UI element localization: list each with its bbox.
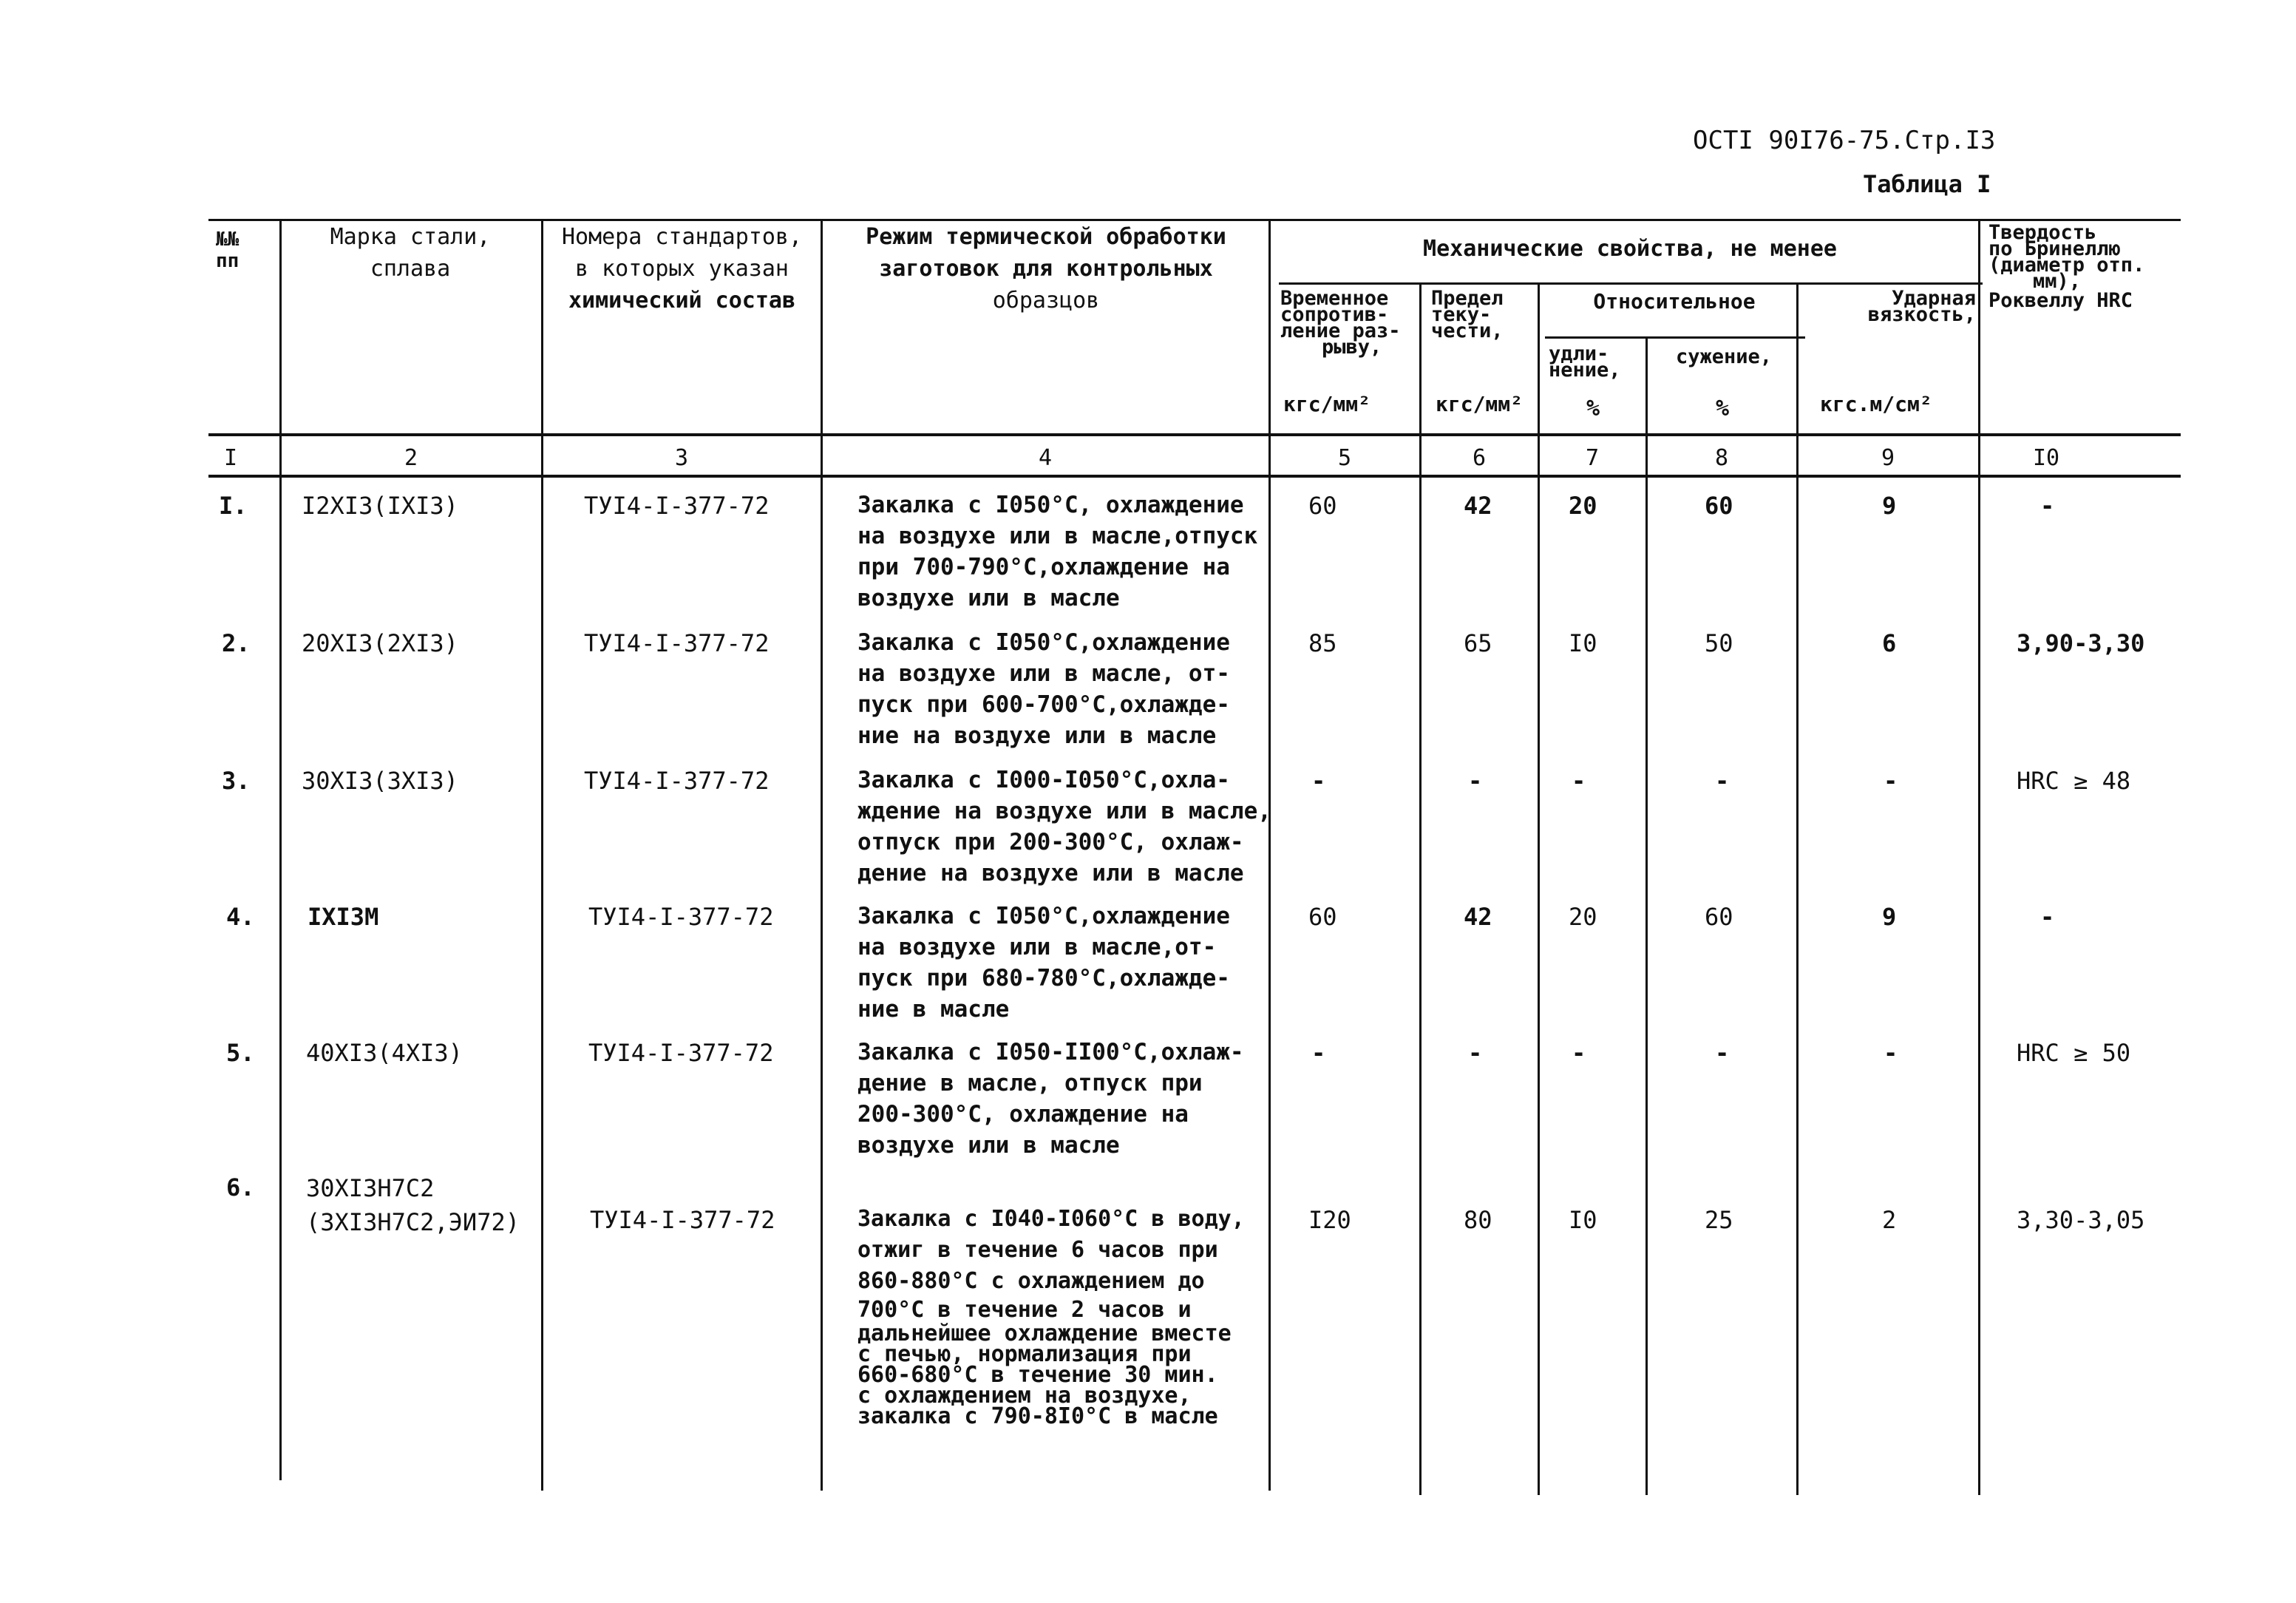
yield-value: 42: [1464, 492, 1492, 520]
header-yield-strength: [1431, 287, 1535, 342]
regime-line: Закалка с I050°С,охлаждение: [857, 903, 1230, 929]
yield-value: 65: [1464, 629, 1492, 657]
col-divider-2: [541, 219, 543, 1491]
mech-group-rule: [1279, 282, 1983, 285]
heat-treatment-regime: [857, 1204, 1271, 1427]
column-number-8: 8: [1714, 445, 1729, 471]
header-yield-line: чести,: [1431, 319, 1504, 342]
header-standards-line: Номера стандартов,: [561, 224, 803, 250]
impact-value: 9: [1882, 492, 1897, 520]
header-grade-line: сплава: [370, 256, 451, 282]
row-number: 4.: [226, 903, 255, 931]
unit-yield: кгс/мм²: [1436, 392, 1524, 416]
col-divider-9: [1978, 219, 1980, 1495]
heat-treatment-regime: [857, 765, 1271, 889]
column-number-2: 2: [404, 445, 418, 471]
numbers-bottom-rule: [208, 475, 2181, 478]
standard-number: ТУI4-I-377-72: [584, 629, 770, 657]
hardness-value: -: [2040, 492, 2055, 520]
standard-number: ТУI4-I-377-72: [588, 1039, 774, 1067]
header-yield-line: теку-: [1431, 303, 1492, 326]
regime-line: отжиг в течение 6 часов при: [857, 1237, 1218, 1263]
column-number-9: 9: [1881, 445, 1895, 471]
table-top-rule: [208, 219, 2181, 221]
regime-line: отпуск при 200-300°С, охлаж-: [857, 829, 1244, 855]
header-yield-line: Предел: [1431, 287, 1504, 310]
header-tensile-strength: [1280, 287, 1418, 359]
steel-grade: [306, 1171, 520, 1239]
header-impact-line: вязкость,: [1867, 303, 1976, 326]
header-heat-treatment-line: образцов: [992, 288, 1100, 314]
regime-line: дальнейшее охлаждение вместе: [857, 1321, 1232, 1346]
elongation-value: -: [1572, 767, 1586, 795]
tensile-value: 60: [1308, 903, 1337, 931]
reduction-value: 60: [1705, 492, 1733, 520]
steel-grade: 30XI3(3XI3): [302, 767, 458, 795]
heat-treatment-regime: [857, 901, 1271, 1025]
header-hardness-line: по Бринеллю: [1988, 237, 2121, 260]
header-heat-treatment-line: Режим термической обработки: [866, 224, 1226, 250]
tensile-value: -: [1311, 1039, 1326, 1067]
unit-impact: кгс.м/см²: [1820, 392, 1932, 416]
regime-line: Закалка с I040-I060°С в воду,: [857, 1206, 1245, 1232]
regime-line: 860-880°С с охлаждением до: [857, 1268, 1205, 1294]
regime-line: воздухе или в масле: [857, 1132, 1120, 1159]
header-impact-line: Ударная: [1892, 287, 1976, 310]
heat-treatment-regime: [857, 1037, 1271, 1161]
reduction-value: -: [1715, 1039, 1730, 1067]
reduction-value: 25: [1705, 1206, 1733, 1234]
hardness-value: -: [2040, 903, 2055, 931]
yield-value: 80: [1464, 1206, 1492, 1234]
elongation-value: I0: [1569, 1206, 1597, 1234]
header-tensile-line: сопротив-: [1280, 303, 1389, 326]
regime-line: Закалка с I000-I050°С,охла-: [857, 767, 1230, 793]
regime-line: 660-680°С в течение 30 мин.: [857, 1362, 1218, 1388]
hardness-value: HRC ≥ 48: [2017, 767, 2131, 795]
tensile-value: I20: [1308, 1206, 1351, 1234]
row-number: 6.: [226, 1173, 255, 1202]
hardness-value: 3,90-3,30: [2017, 629, 2145, 657]
header-elongation-line: удли-: [1549, 342, 1609, 365]
row-number: 3.: [222, 767, 251, 795]
header-grade: [288, 225, 532, 281]
regime-line: дение на воздухе или в масле: [857, 860, 1244, 887]
regime-line: воздухе или в масле: [857, 585, 1120, 611]
steel-grade: IXI3M: [308, 903, 379, 931]
header-elongation-line: нение,: [1549, 359, 1621, 382]
steel-grade: 40XI3(4XI3): [306, 1039, 463, 1067]
impact-value: 9: [1882, 903, 1897, 931]
standard-number: ТУI4-I-377-72: [584, 767, 770, 795]
regime-line: с охлаждением на воздухе,: [857, 1383, 1192, 1409]
header-row-number: №№ пп: [216, 228, 240, 272]
elongation-value: -: [1572, 1039, 1586, 1067]
column-number-3: 3: [674, 445, 689, 471]
steel-grade: I2XI3(IXI3): [302, 492, 458, 520]
header-hardness-line: (диаметр отп.: [1988, 254, 2145, 277]
impact-value: -: [1884, 1039, 1898, 1067]
standard-number: ТУI4-I-377-72: [588, 903, 774, 931]
header-elongation: [1549, 342, 1643, 382]
header-tensile-line: Временное: [1280, 287, 1389, 310]
reduction-value: -: [1715, 767, 1730, 795]
regime-line: ние на воздухе или в масле: [857, 722, 1217, 749]
header-hardness-line: мм),: [2033, 270, 2082, 293]
heat-treatment-regime: [857, 627, 1271, 751]
heat-treatment-regime: [857, 489, 1271, 614]
regime-line: закалка с 790-8I0°С в масле: [857, 1403, 1218, 1429]
row-number: I.: [219, 492, 248, 520]
row-number: 5.: [226, 1039, 255, 1067]
yield-value: -: [1468, 767, 1483, 795]
reduction-value: 50: [1705, 629, 1733, 657]
column-number-5: 5: [1337, 445, 1352, 471]
regime-line: с печью, нормализация при: [857, 1341, 1192, 1367]
column-number-1: I: [223, 445, 238, 471]
yield-value: 42: [1464, 903, 1492, 931]
header-tensile-line: рыву,: [1322, 336, 1382, 359]
header-impact: [1807, 287, 1976, 326]
header-relative-group: Относительное: [1593, 289, 1756, 314]
steel-grade-line: (3XI3H7C2,ЭИ72): [306, 1208, 520, 1236]
regime-line: Закалка с I050°С, охлаждение: [857, 492, 1244, 518]
standard-number: ТУI4-I-377-72: [590, 1206, 775, 1234]
header-standards-line: химический состав: [568, 288, 796, 314]
regime-line: на воздухе или в масле,отпуск: [857, 523, 1258, 549]
column-number-6: 6: [1472, 445, 1487, 471]
rel-group-rule: [1545, 336, 1805, 339]
unit-tensile: кгс/мм²: [1283, 392, 1371, 416]
steel-grade: 20XI3(2XI3): [302, 629, 458, 657]
regime-line: ждение на воздухе или в масле,: [857, 798, 1271, 824]
regime-line: Закалка с I050-II00°С,охлаж-: [857, 1039, 1244, 1065]
tensile-value: -: [1311, 767, 1326, 795]
header-heat-treatment-line: заготовок для контрольных: [879, 256, 1213, 282]
header-mechanical-group: Механические свойства, не менее: [1423, 236, 1837, 262]
col-divider-7: [1645, 336, 1648, 1495]
standard-number: ТУI4-I-377-72: [584, 492, 770, 520]
column-number-10: I0: [2032, 445, 2060, 471]
regime-line: 200-300°С, охлаждение на: [857, 1101, 1189, 1128]
table-caption: Таблица I: [1863, 170, 1991, 198]
header-bottom-rule: [208, 433, 2181, 436]
impact-value: -: [1884, 767, 1898, 795]
tensile-value: 60: [1308, 492, 1337, 520]
col-divider-1: [279, 219, 282, 1480]
header-hardness: [1988, 221, 2181, 312]
column-number-4: 4: [1038, 445, 1053, 471]
elongation-value: 20: [1569, 903, 1597, 931]
tensile-value: 85: [1308, 629, 1337, 657]
regime-line: ние в масле: [857, 996, 1010, 1023]
header-heat-treatment: [832, 225, 1260, 313]
regime-line: дение в масле, отпуск при: [857, 1070, 1203, 1097]
header-standards-line: в которых указан: [575, 256, 789, 282]
document-reference: ОСТI 90I76-75.Стр.I3: [1693, 126, 1996, 155]
regime-line: при 700-790°С,охлаждение на: [857, 554, 1230, 580]
header-hardness-line: Твердость: [1988, 221, 2097, 244]
regime-line: на воздухе или в масле, от-: [857, 660, 1230, 687]
hardness-value: HRC ≥ 50: [2017, 1039, 2131, 1067]
header-tensile-line: ление раз-: [1280, 319, 1401, 342]
regime-line: пуск при 600-700°С,охлажде-: [857, 691, 1230, 718]
regime-line: Закалка с I050°С,охлаждение: [857, 629, 1230, 656]
col-divider-3: [821, 219, 823, 1491]
header-hardness-line: Роквеллу HRC: [1988, 289, 2133, 312]
unit-reduction: %: [1715, 396, 1730, 421]
row-number: 2.: [222, 629, 251, 657]
regime-line: пуск при 680-780°С,охлажде-: [857, 965, 1230, 992]
yield-value: -: [1468, 1039, 1483, 1067]
steel-grade-line: 30XI3H7C2: [306, 1174, 435, 1202]
hardness-value: 3,30-3,05: [2017, 1206, 2145, 1234]
regime-line: на воздухе или в масле,от-: [857, 934, 1217, 960]
impact-value: 2: [1882, 1206, 1897, 1234]
unit-elongation: %: [1586, 396, 1600, 421]
header-standards: [551, 225, 813, 313]
elongation-value: 20: [1569, 492, 1597, 520]
header-reduction: сужение,: [1675, 345, 1773, 368]
impact-value: 6: [1882, 629, 1897, 657]
header-grade-line: Марка стали,: [330, 224, 491, 250]
reduction-value: 60: [1705, 903, 1733, 931]
column-number-7: 7: [1585, 445, 1600, 471]
regime-line: 700°С в течение 2 часов и: [857, 1297, 1192, 1323]
elongation-value: I0: [1569, 629, 1597, 657]
